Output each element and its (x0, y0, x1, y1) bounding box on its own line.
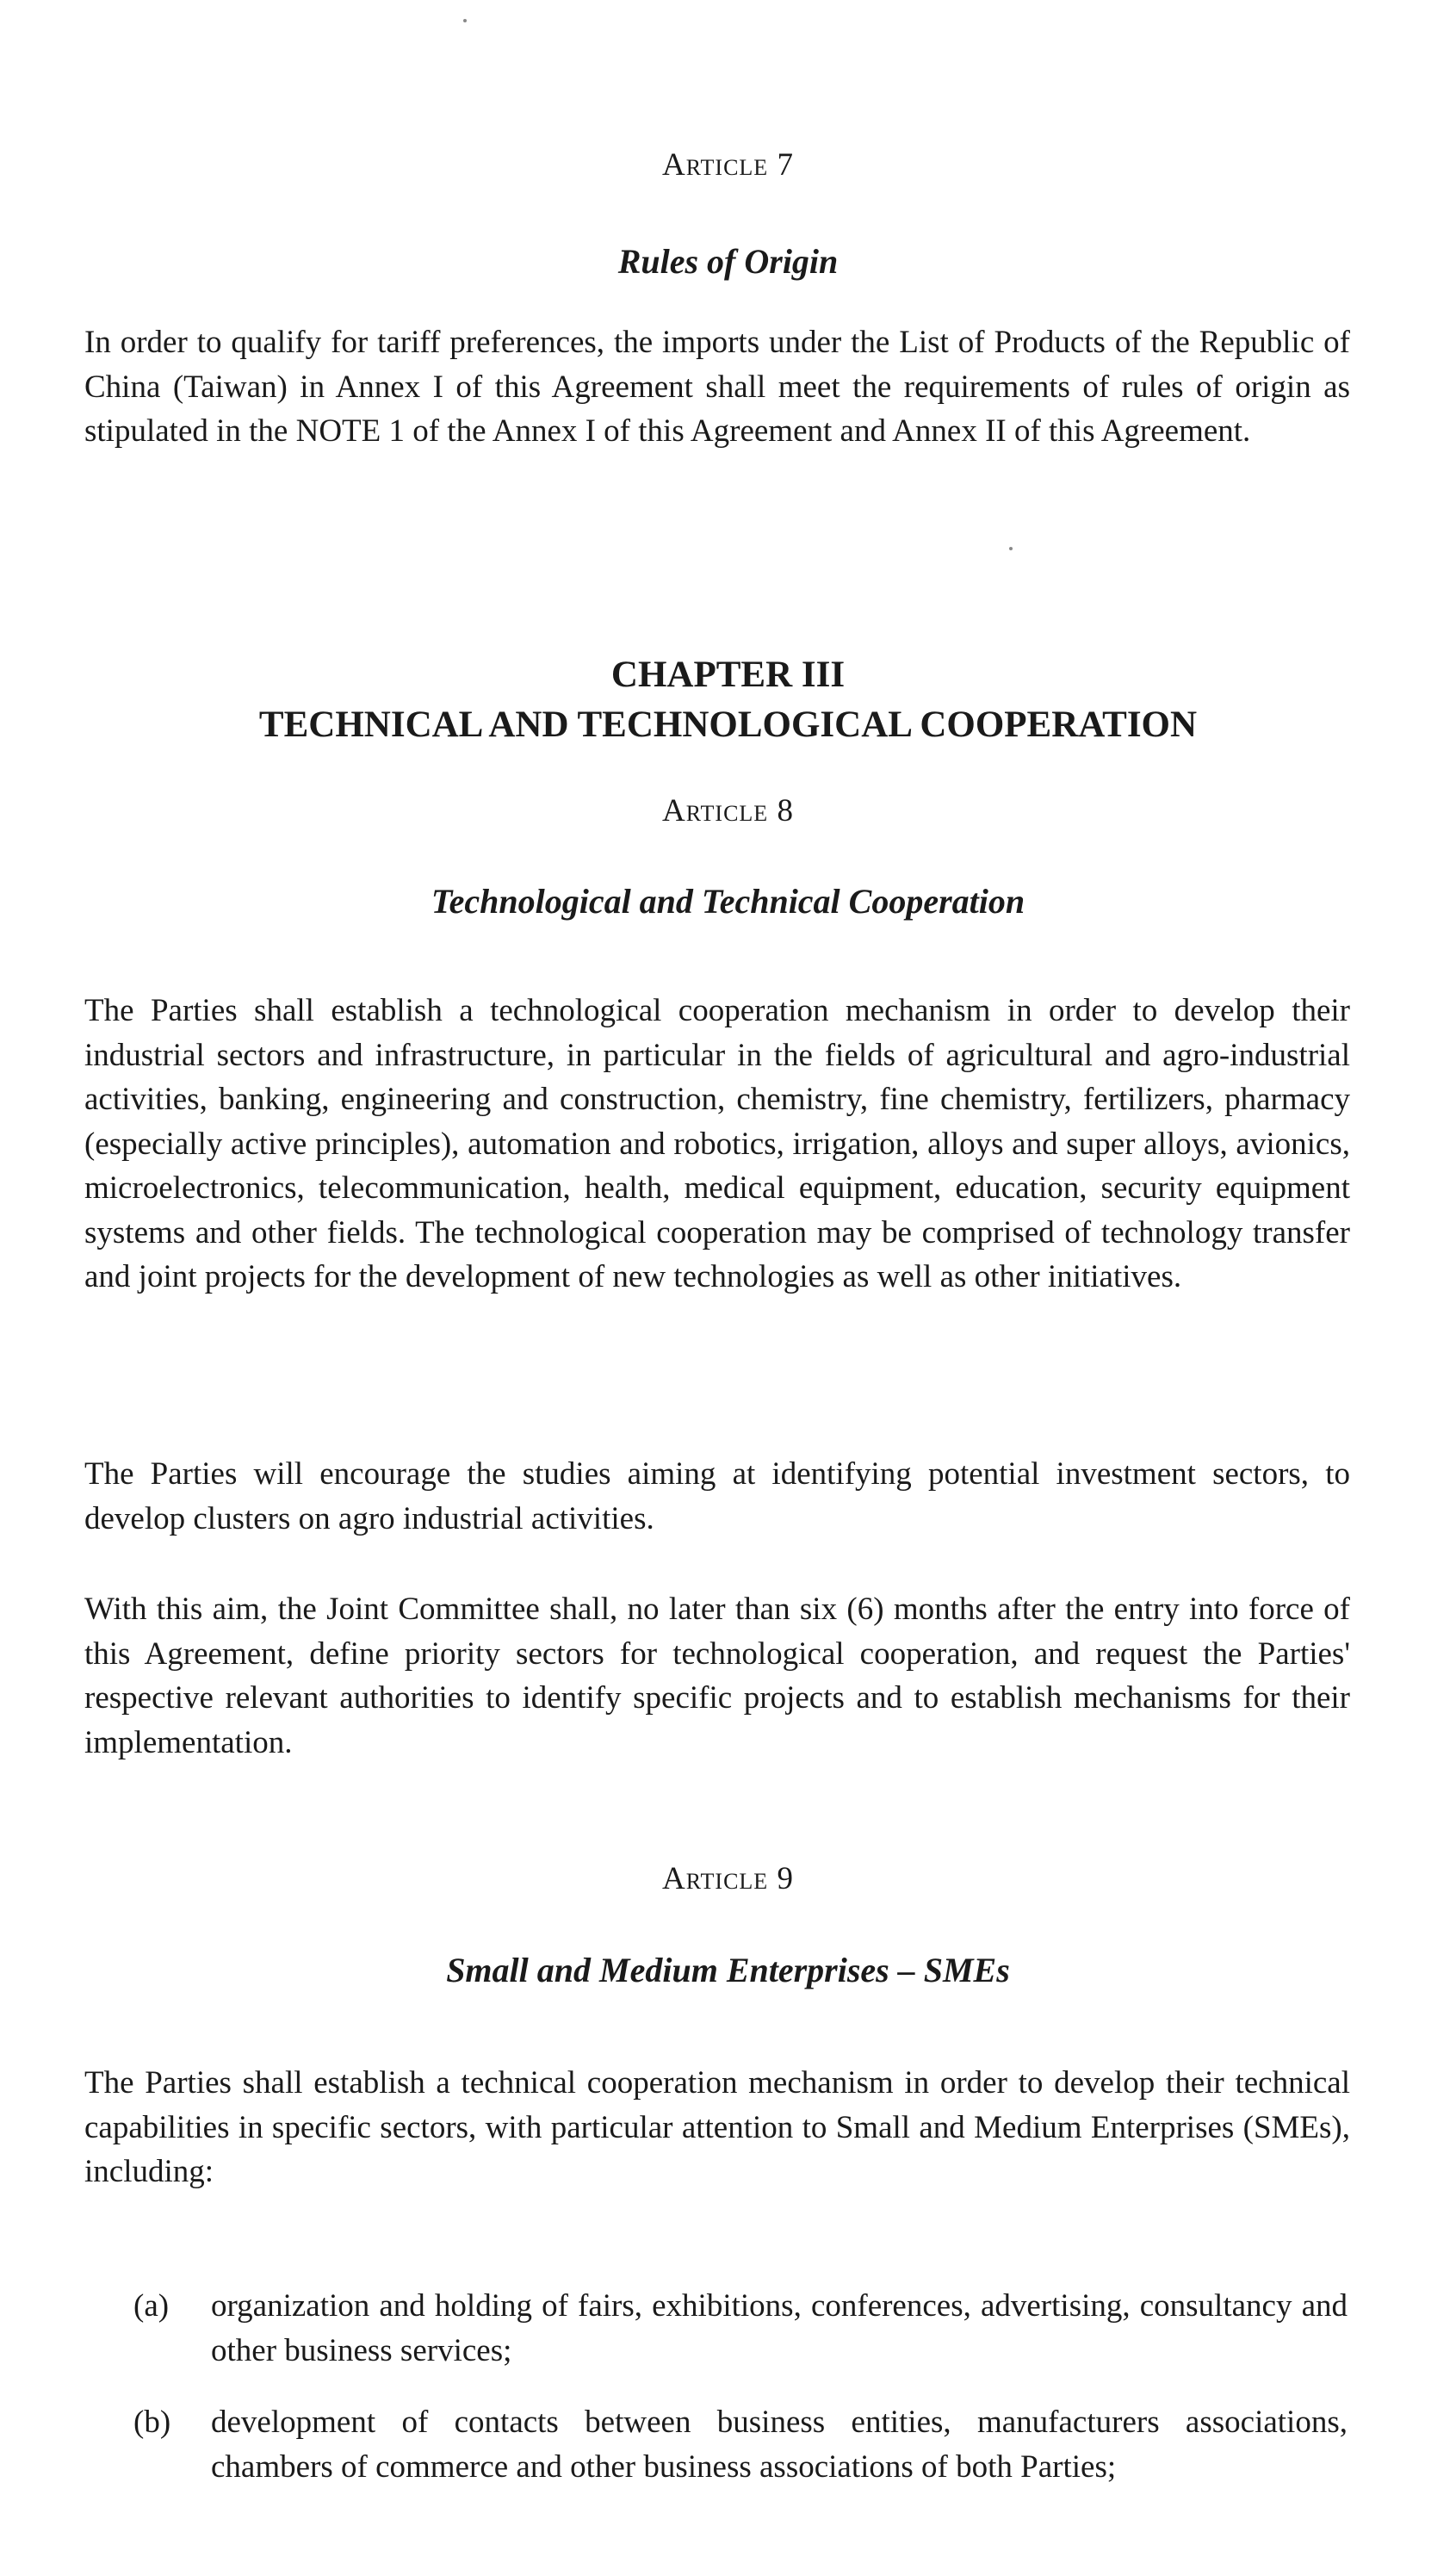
list-text: development of contacts between business entities, manufacturers associations, chambers of commerce and other business associations of both Parties; (211, 2405, 1348, 2485)
article-7-paragraph: In order to qualify for tariff preferences, the imports under the List of Products of the Republic of China (Taiwan) in Annex I of this Agreement shall meet the requirements of rules of origin as stipulated in the NOTE 1 of the Annex I of this Agreement and Annex II of this Agreement. (84, 325, 1350, 449)
list-text: organization and holding of fairs, exhibitions, conferences, advertising, consultancy and other business services; (211, 2288, 1348, 2368)
list-marker: (a) (133, 2288, 170, 2324)
article-8-title: Technological and Technical Cooperation (431, 882, 1025, 921)
scan-speck (1009, 547, 1013, 550)
chapter-number: CHAPTER III (610, 655, 846, 695)
scan-speck (463, 19, 467, 22)
list-item-b (133, 2400, 1348, 2489)
article-8-paragraph-1: The Parties shall establish a technological cooperation mechanism in order to develop their industrial sectors and infrastructure, in particular in the fields of agricultural and agro-industrial activities, banking, engineering and construction, chemistry, fine chemistry, fertilizers, pharmacy (especially active principles), automation and robotics, irrigation, alloys and super alloys, avionics, microelectronics, telecommunication, health, medical equipment, education, security equipment systems and other fields. The technological cooperation may be comprised of technology transfer and joint projects for the development of new technologies as well as other initiatives. (84, 993, 1350, 1294)
article-8-paragraph-2: The Parties will encourage the studies aiming at identifying potential investment sectors, to develop clusters on agro industrial activities. (84, 1456, 1350, 1536)
article-8-heading: Article 8 (662, 793, 794, 828)
article-9-heading: Article 9 (662, 1861, 794, 1896)
article-8-paragraph-3: With this aim, the Joint Committee shall, no later than six (6) months after the entry into force of this Agreement, define priority sectors for technological cooperation, and request the Parties' respective relevant authorities to identify specific projects and to establish mechanisms for their implementation. (84, 1592, 1350, 1760)
article-7-heading: Article 7 (662, 147, 794, 183)
article-7-title: Rules of Origin (617, 242, 839, 281)
article-9-title: Small and Medium Enterprises – SMEs (446, 1951, 1010, 1989)
list-item-a (133, 2284, 1348, 2373)
article-9-intro: The Parties shall establish a technical cooperation mechanism in order to develop their technical capabilities in specific sectors, with particular attention to Small and Medium Enterprises (SMEs), including: (84, 2065, 1350, 2189)
chapter-name: TECHNICAL AND TECHNOLOGICAL COOPERATION (258, 704, 1198, 745)
list-marker: (b) (133, 2405, 171, 2440)
